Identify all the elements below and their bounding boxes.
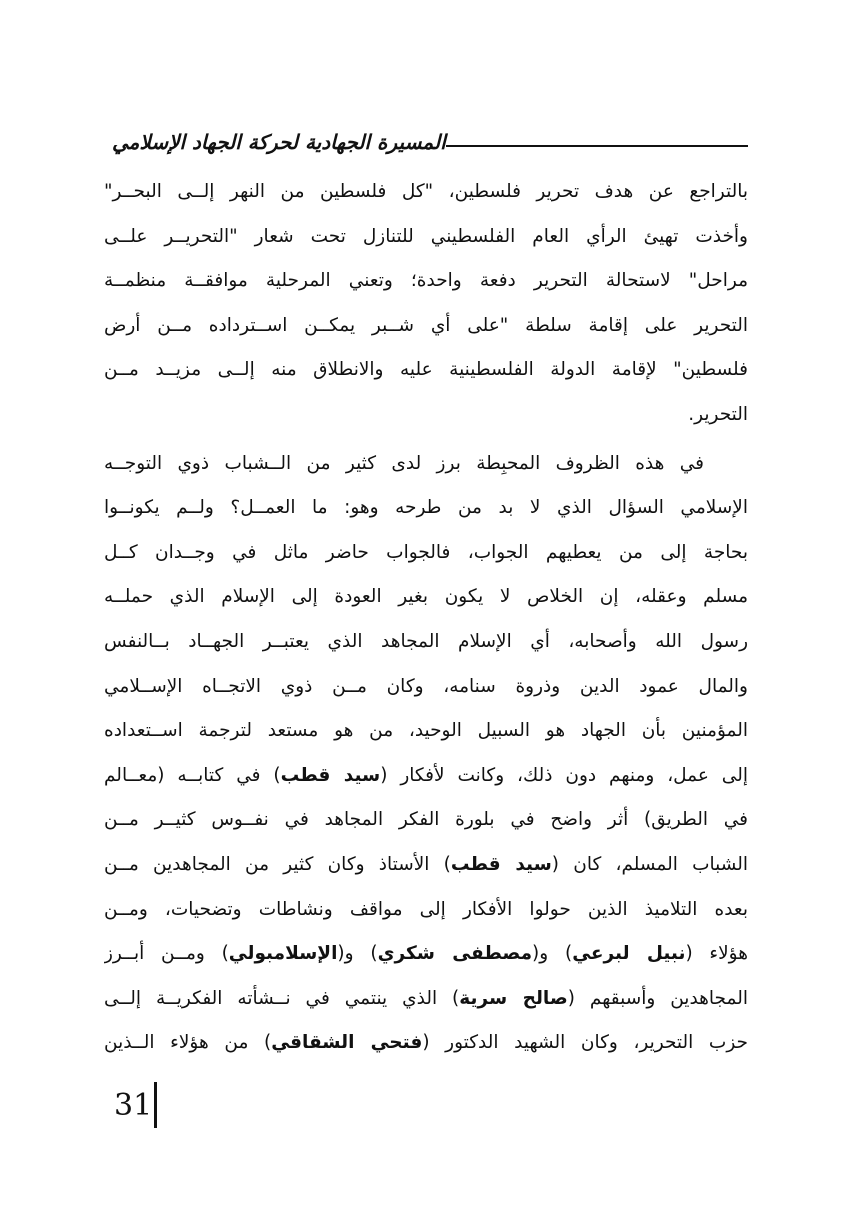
text-line: الشباب المسلم، كان (سيد قطب) الأستاذ وكان كثير من المجاهدين مــن <box>104 853 748 875</box>
text-line: بعده التلاميذ الذين حولوا الأفكار إلى مواقف ونشاطات وتضحيات، ومــن <box>104 898 748 920</box>
text-line: مسلم وعقله، إن الخلاص لا يكون بغير العودة إلى الإسلام الذي حملــه <box>104 586 748 608</box>
text-line: التحرير. <box>688 403 748 425</box>
text-run: الذي ينتمي في نــشأته الفكريــة إلــى <box>104 987 438 1009</box>
text-line: فلسطين" لإقامة الدولة الفلسطينية عليه والانطلاق منه إلــى مزيــد مــن <box>104 359 748 381</box>
book-title: المسيرة الجهادية لحركة الجهاد الإسلامي <box>104 130 446 154</box>
page-number: 31 <box>114 1088 153 1123</box>
text-run: الأستاذ وكان كثير من المجاهدين مــن <box>104 853 430 875</box>
text-run: حزب التحرير، وكان الشهيد الدكتور <box>445 1032 748 1054</box>
bold-name: سيد قطب <box>450 853 552 875</box>
page-footer <box>104 1082 304 1132</box>
text-run: الشباب المسلم، كان <box>573 853 748 875</box>
text-run: هؤلاء <box>709 943 748 965</box>
text-run: المجاهدين وأسبقهم <box>589 987 748 1009</box>
running-header <box>104 126 748 166</box>
text-run: من هؤلاء الــذين <box>104 1032 249 1054</box>
bold-name: نبيل لبرعي <box>572 943 686 965</box>
text-line: إلى عمل، ومنهم دون ذلك، وكانت لأفكار (سيد قطب) في كتابــه (معــالم <box>104 764 748 786</box>
text-line: بحاجة إلى من يعطيهم الجواب، فالجواب حاضر ماثل في وجــدان كــل <box>104 541 748 563</box>
text-line: حزب التحرير، وكان الشهيد الدكتور (فتحي الشقاقي) من هؤلاء الــذين <box>104 1032 748 1054</box>
text-line: المجاهدين وأسبقهم (صالح سرية) الذي ينتمي في نــشأته الفكريــة إلــى <box>104 987 748 1009</box>
text-run: في كتابــه (معــالم <box>104 764 261 786</box>
text-line: بالتراجع عن هدف تحرير فلسطين، "كل فلسطين من النهر إلــى البحــر" <box>104 181 748 202</box>
text-line: المؤمنين بأن الجهاد هو السبيل الوحيد، من هو مستعد لترجمة اســتعداده <box>104 720 748 742</box>
bold-name: الإسلامبولي <box>228 943 338 965</box>
text-run: إلى عمل، ومنهم دون ذلك، وكانت لأفكار <box>400 764 748 786</box>
text-line: رسول الله وأصحابه، أي الإسلام المجاهد الذي يعتبــر الجهــاد بــالنفس <box>104 630 748 652</box>
text-run: ومــن أبــرز <box>104 943 205 965</box>
page-number-divider <box>154 1082 157 1128</box>
body-text <box>104 170 748 1066</box>
text-line: التحرير على إقامة سلطة "على أي شــبر يمكــن اســترداده مــن أرض <box>104 314 748 336</box>
text-line: والمال عمود الدين وذروة سنامه، وكان مــن ذوي الاتجــاه الإســلامي <box>104 675 748 697</box>
text-line: في الطريق) أثر واضح في بلورة الفكر المجاهد في نفــوس كثيــر مــن <box>104 809 748 831</box>
bold-name: مصطفى شكري <box>377 943 533 965</box>
text-line: وأخذت تهيئ الرأي العام الفلسطيني للتنازل تحت شعار "التحريــر علــى <box>104 225 748 247</box>
text-line: في هذه الظروف المحبِطة برز لدى كثير من الــشباب ذوي التوجــه <box>104 452 704 474</box>
bold-name: صالح سرية <box>459 987 568 1009</box>
bold-name: سيد قطب <box>280 764 381 786</box>
text-line: هؤلاء (نبيل لبرعي) و(مصطفى شكري) و(الإسلامبولي) ومــن أبــرز <box>104 943 748 965</box>
text-line: الإسلامي السؤال الذي لا بد من طرحه وهو: ما العمــل؟ ولــم يكونــوا <box>104 497 748 519</box>
bold-name: فتحي الشقاقي <box>271 1032 423 1054</box>
text-line: مراحل" لاستحالة التحرير دفعة واحدة؛ وتعني المرحلية موافقــة منظمــة <box>104 270 748 292</box>
